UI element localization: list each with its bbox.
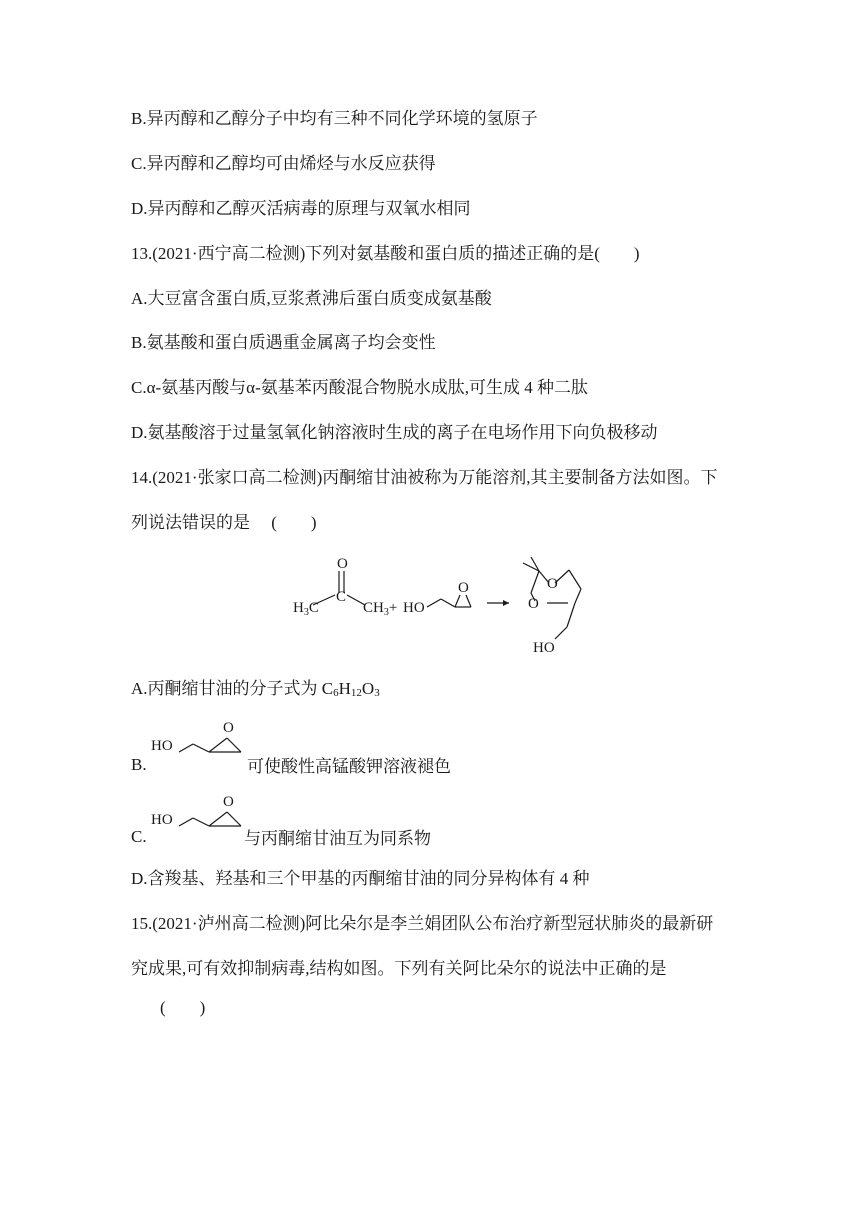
q13-option-a: A.大豆富含蛋白质,豆浆煮沸后蛋白质变成氨基酸 bbox=[131, 289, 492, 308]
ring-oxygen-1-label: O bbox=[547, 576, 558, 592]
svg-text:O: O bbox=[223, 794, 234, 810]
svg-text:O: O bbox=[223, 720, 234, 736]
q12-option-b: B.异丙醇和乙醇分子中均有三种不同化学环境的氢原子 bbox=[131, 109, 538, 128]
glycidol-structure-c bbox=[149, 784, 249, 844]
glycidol-hydroxyl-label: HO bbox=[403, 600, 425, 616]
q14-option-a bbox=[131, 678, 380, 704]
q14-option-b-text: 可使酸性高锰酸钾溶液褪色 bbox=[247, 757, 451, 776]
q13-option-b: B.氨基酸和蛋白质遇重金属离子均会变性 bbox=[131, 333, 436, 352]
q14-option-a-text: A.丙酮缩甘油的分子式为 bbox=[131, 679, 322, 698]
q14-stem-line2: 列说法错误的是 ( ) bbox=[131, 513, 317, 532]
q14-option-b-letter: B. bbox=[131, 755, 147, 774]
q15-stem-line1: 15.(2021·泸州高二检测)阿比朵尔是李兰娟团队公布治疗新型冠状肺炎的最新研 bbox=[131, 914, 714, 933]
carbonyl-oxygen-label: O bbox=[337, 556, 348, 572]
ring-oxygen-2-label: O bbox=[528, 596, 539, 612]
methyl-left-label: $H_3C$ bbox=[293, 600, 319, 618]
q13-option-d: D.氨基酸溶于过量氢氧化钠溶液时生成的离子在电场作用下向负极移动 bbox=[131, 423, 658, 442]
q14-option-c-letter: C. bbox=[131, 827, 147, 846]
epoxide-oxygen-label: O bbox=[458, 580, 469, 596]
molecular-formula: $C_6H_{12}O_3$ bbox=[321, 679, 380, 699]
reaction-scheme bbox=[285, 555, 605, 665]
carbonyl-carbon-label: C bbox=[336, 589, 347, 605]
glycidol-structure-b bbox=[149, 710, 249, 770]
q12-option-d: D.异丙醇和乙醇灭活病毒的原理与双氧水相同 bbox=[131, 199, 471, 218]
q14-option-b bbox=[131, 710, 631, 780]
q13-option-c: C.α-氨基丙酸与α-氨基苯丙酸混合物脱水成肽,可生成 4 种二肽 bbox=[131, 378, 588, 397]
q14-option-c bbox=[131, 790, 631, 850]
q15-stem-line2: 究成果,可有效抑制病毒,结构如图。下列有关阿比朵尔的说法中正确的是 bbox=[131, 959, 667, 978]
q15-stem-line3: ( ) bbox=[160, 998, 206, 1017]
q14-stem-line1: 14.(2021·张家口高二检测)丙酮缩甘油被称为万能溶剂,其主要制备方法如图。下 bbox=[131, 468, 718, 487]
q13-stem: 13.(2021·西宁高二检测)下列对氨基酸和蛋白质的描述正确的是( ) bbox=[131, 244, 640, 263]
q14-option-d: D.含羧基、羟基和三个甲基的丙酮缩甘油的同分异构体有 4 种 bbox=[131, 869, 590, 888]
q14-option-c-text: 与丙酮缩甘油互为同系物 bbox=[244, 829, 431, 848]
q12-option-c: C.异丙醇和乙醇均可由烯烃与水反应获得 bbox=[131, 154, 436, 173]
svg-text:HO: HO bbox=[151, 812, 173, 828]
product-hydroxyl-label: HO bbox=[533, 640, 555, 656]
methyl-right-label: $CH_3+$ bbox=[363, 600, 398, 618]
svg-text:HO: HO bbox=[151, 738, 173, 754]
